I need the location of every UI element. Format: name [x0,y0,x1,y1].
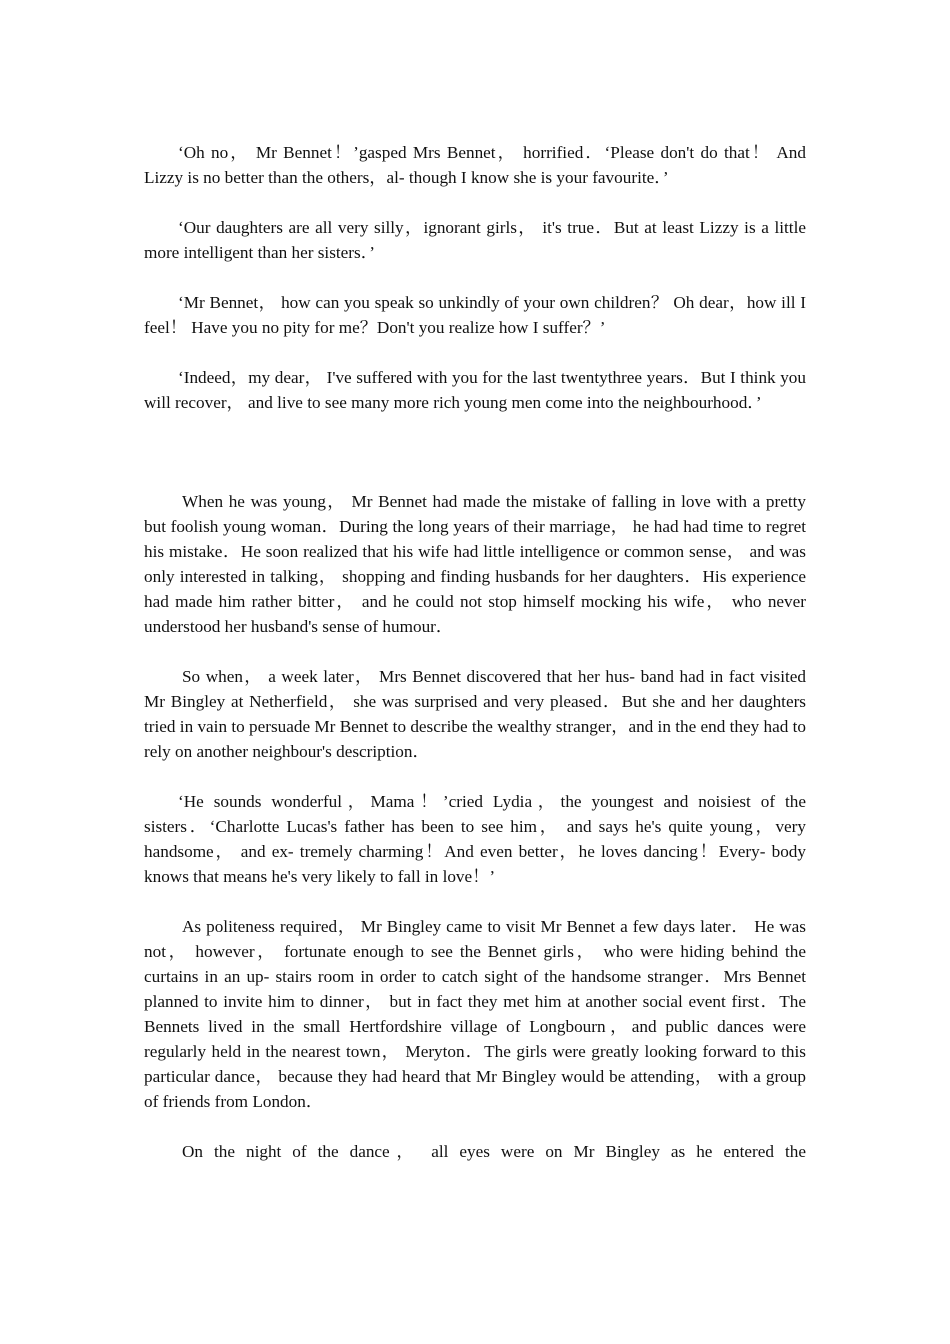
paragraph-on-the-night: On the night of the dance， all eyes were on Mr Bingley as he entered the [182,1142,806,1161]
paragraph-mr-bennet-unkindly: ‘Mr Bennet， how can you speak so unkindly of your own children？ Oh dear，how ill I feel！ Have you no pity for me？Don't you realize how I suffer？’ [144,293,806,337]
section-break [144,440,806,489]
paragraph-he-sounds-wonderful: ‘He sounds wonderful，Mama！’cried Lydia，the youngest and noisiest of the sisters．‘Charlotte Lucas's father has been to see him， and says he's quite young，very handsome， and ex- tremely charming！And even better，he loves dancing！Every- body knows that means he's very likely to fall in love！’ [144,792,806,886]
paragraph-when-he-was-young: When he was young， Mr Bennet had made the mistake of falling in love with a pretty but foolish young woman．During the long years of their marriage， he had had time to regret his mistake．He soon realized that his wife had little intelligence or common sense， and was only interested in talking， shopping and finding husbands for her daughters．His experience had made him rather bitter， and he could not stop himself mocking his wife， who never understood her husband's sense of humour． [144,492,806,636]
paragraph-oh-no: ‘Oh no， Mr Bennet！’gasped Mrs Bennet， horrified．‘Please don't do that！ And Lizzy is no better than the others，al- though I know she is your favourite．’ [144,143,806,187]
paragraph-so-when: So when， a week later， Mrs Bennet discovered that her hus- band had in fact visited Mr Bingley at Netherfield， she was surprised and very pleased．But she and her daughters tried in vain to persuade Mr Bennet to describe the wealthy stranger，and in the end they had to rely on another neighbour's description． [144,667,806,761]
paragraph-as-politeness-required: As politeness required， Mr Bingley came to visit Mr Bennet a few days later． He was not， however， fortunate enough to see the Bennet girls， who were hiding behind the curtains in an up- stairs room in order to catch sight of the handsome stranger．Mrs Bennet planned to invite him to dinner， but in fact they met him at another social event first．The Bennets lived in the small Hertfordshire village of Longbourn，and public dances were regularly held in the nearest town， Meryton．The girls were greatly looking forward to this particular dance， because they had heard that Mr Bingley would be attending， with a group of friends from London． [144,917,806,1111]
paragraph-indeed-my-dear: ‘Indeed，my dear， I've suffered with you for the last twentythree years．But I think you will recover， and live to see many more rich young men come into the neighbourhood．’ [144,368,806,412]
document-page [144,140,806,1189]
paragraph-our-daughters: ‘Our daughters are all very silly，ignorant girls， it's true．But at least Lizzy is a little more intelligent than her sisters．’ [144,218,806,262]
